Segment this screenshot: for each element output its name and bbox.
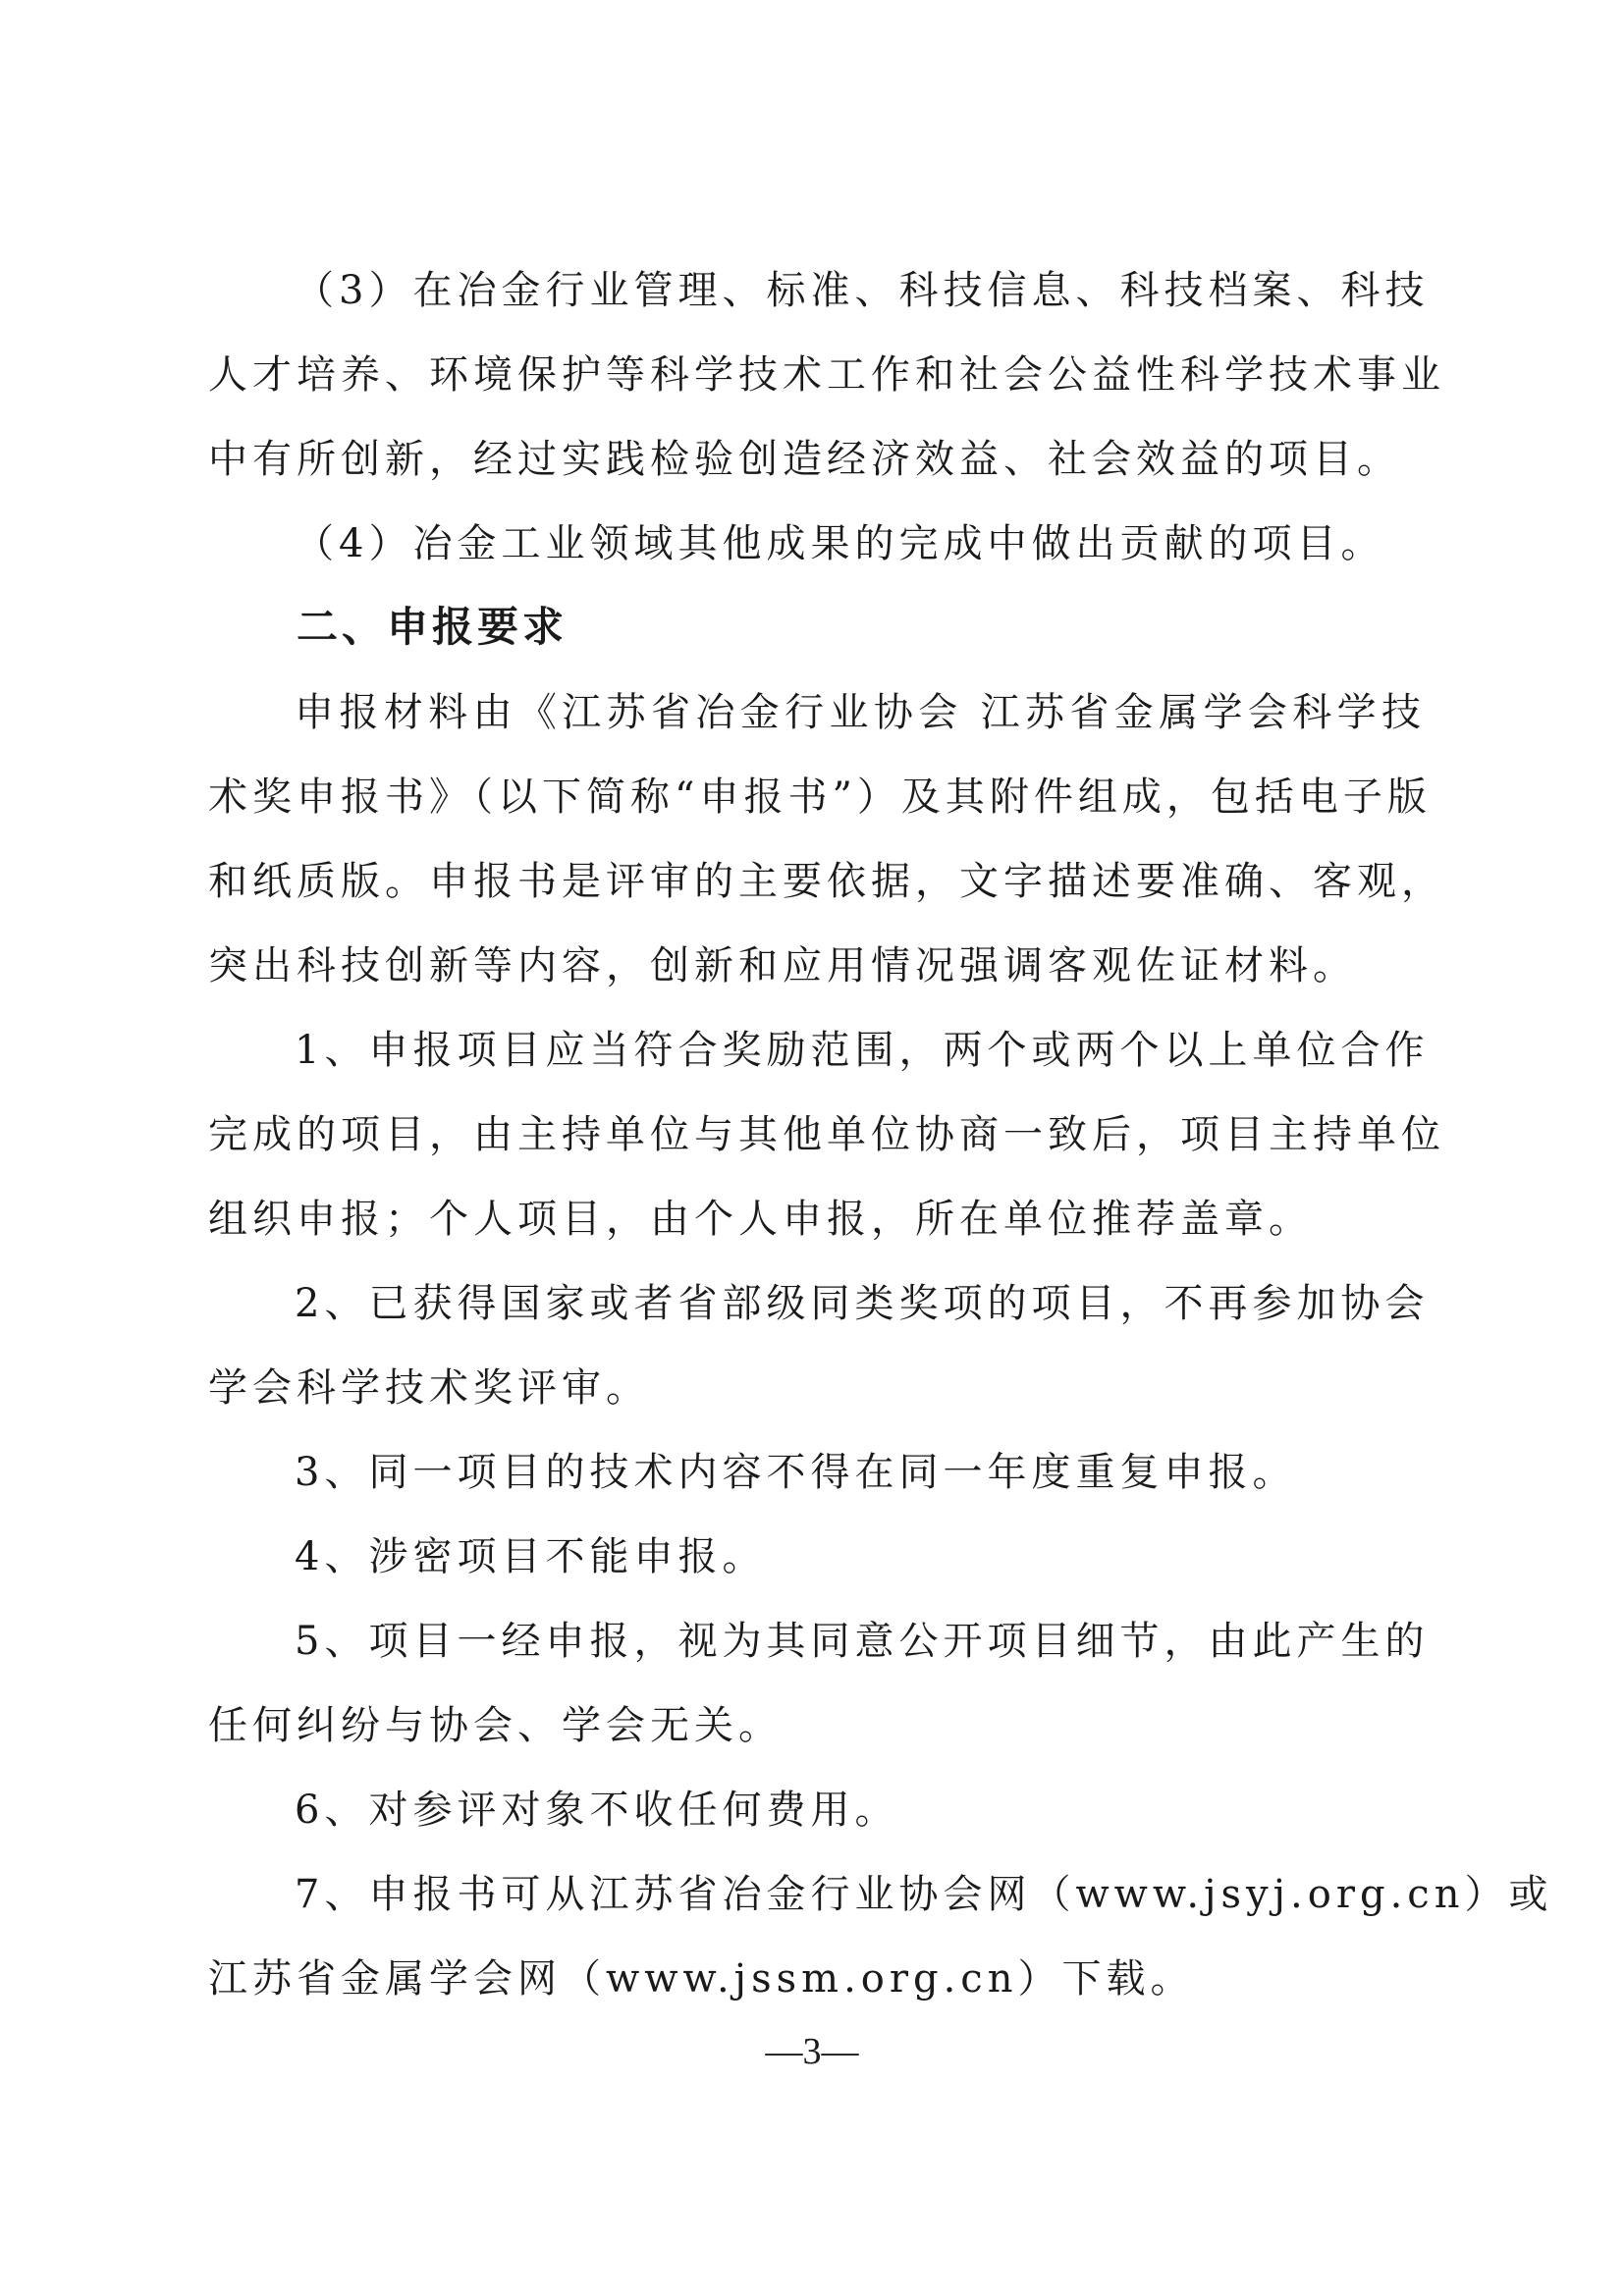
paragraph-requirement-5 (208, 1599, 1430, 1768)
paragraph-item-3 (208, 248, 1445, 502)
text-line: 突出科技创新等内容，创新和应用情况强调客观佐证材料。 (208, 943, 1357, 988)
section-heading: 二、申报要求 (297, 603, 568, 651)
paragraph-requirement-4 (208, 1515, 1426, 1599)
page-number: —3— (765, 2031, 859, 2072)
paragraph-requirement-6 (208, 1768, 1426, 1852)
text-line: 任何纠纷与协会、学会无关。 (208, 1703, 783, 1748)
paragraph-requirement-7 (208, 1852, 1553, 2021)
paragraph-item-4 (208, 502, 1426, 586)
text-line: （4）冶金工业领域其他成果的完成中做出贡献的项目。 (295, 521, 1385, 566)
text-line: 5、项目一经申报，视为其同意公开项目细节，由此产生的 (295, 1619, 1430, 1664)
text-line: 人才培养、环境保护等科学技术工作和社会公益性科学技术事业 (208, 352, 1445, 398)
text-line: 4、涉密项目不能申报。 (295, 1534, 767, 1579)
text-line: 组织申报；个人项目，由个人申报，所在单位推荐盖章。 (208, 1197, 1313, 1242)
text-line: 1、申报项目应当符合奖励范围，两个或两个以上单位合作 (295, 1028, 1430, 1073)
text-line: 7、申报书可从江苏省冶金行业协会网（www.jsyj.org.cn）或 (295, 1872, 1553, 1917)
text-line: （3）在冶金行业管理、标准、科技信息、科技档案、科技 (295, 268, 1430, 313)
text-line: 术奖申报书》（以下简称“申报书”）及其附件组成，包括电子版 (208, 774, 1432, 820)
paragraph-requirement-2 (208, 1261, 1430, 1430)
text-line: 完成的项目，由主持单位与其他单位协商一致后，项目主持单位 (208, 1112, 1445, 1157)
text-line: 中有所创新，经过实践检验创造经济效益、社会效益的项目。 (208, 437, 1401, 482)
text-line: 申报材料由《江苏省冶金行业协会 江苏省金属学会科学技 (295, 690, 1426, 735)
paragraph-requirement-1 (208, 1008, 1445, 1261)
paragraph-intro (208, 670, 1445, 1008)
text-line: 2、已获得国家或者省部级同类奖项的项目，不再参加协会 (295, 1281, 1430, 1326)
text-line: 学会科学技术奖评审。 (208, 1365, 650, 1411)
text-line: 和纸质版。申报书是评审的主要依据，文字描述要准确、客观， (208, 859, 1445, 904)
text-line: 6、对参评对象不收任何费用。 (295, 1788, 899, 1833)
paragraph-requirement-3 (208, 1430, 1426, 1515)
text-line: 江苏省金属学会网（www.jssm.org.cn）下载。 (208, 1956, 1195, 2002)
text-line: 3、同一项目的技术内容不得在同一年度重复申报。 (295, 1450, 1297, 1495)
